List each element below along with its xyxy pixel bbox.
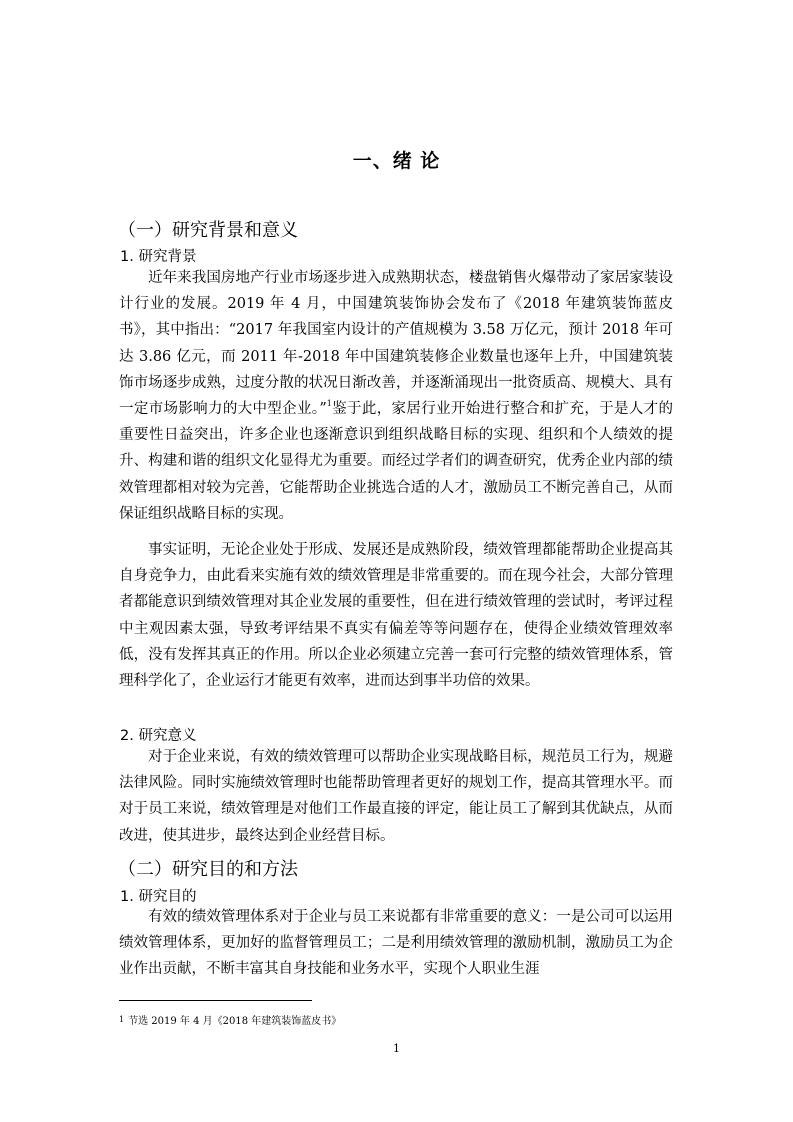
paragraph-background-2: 事实证明，无论企业处于形成、发展还是成熟阶段，绩效管理都能帮助企业提高其自身竞争力，由此看来实施有效的绩效管理是非常重要的。而在现今社会，大部分管理者都能意识到绩效管理对其企业发展的重要性，但在进行绩效管理的尝试时，考评过程中主观因素太强，导致考评结果不真实有偏差等等问题存在，使得企业绩效管理效率低，没有发挥其真正的作用。所以企业必须建立完善一套可行完整的绩效管理体系，管理科学化了，企业运行才能更有效率，进而达到事半功倍的效果。 bbox=[119, 542, 673, 690]
subheading-research-background: 1. 研究背景 bbox=[120, 249, 197, 265]
footnote-divider bbox=[119, 1000, 312, 1001]
footnote bbox=[119, 1012, 341, 1027]
section-heading-purpose-method: （二）研究目的和方法 bbox=[118, 859, 298, 880]
subheading-research-significance: 2. 研究意义 bbox=[120, 728, 197, 744]
section-heading-background: （一）研究背景和意义 bbox=[118, 220, 298, 241]
paragraph-text: 近年来我国房地产行业市场逐步进入成熟期状态，楼盘销售火爆带动了家居家装设计行业的发展。2019 年 4 月，中国建筑装饰协会发布了《2018 年建筑装饰蓝皮书》，其中指出：“2017 年我国室内设计的产值规模为 3.58 万亿元，预计 2018 年可达 3.86 亿元，而 2011 年-2018 年中国建筑装修企业数量也逐年上升，中国建筑装饰市场逐步成熟，过度分散的状况日渐改善，并逐渐涌现出一批资质高、规模大、具有一定市场影响力的大中型企业。” bbox=[119, 270, 673, 418]
paragraph-background-1 bbox=[119, 265, 673, 527]
footnote-text: 节选 2019 年 4 月《2018 年建筑装饰蓝皮书》 bbox=[128, 1016, 342, 1027]
footnote-reference: 1 bbox=[326, 399, 332, 409]
page-number: 1 bbox=[393, 1042, 400, 1055]
subheading-research-purpose: 1. 研究目的 bbox=[120, 889, 197, 905]
chapter-title: 一、绪 论 bbox=[352, 150, 441, 172]
paragraph-text: 鉴于此，家居行业开始进行整合和扩充，于是人才的重要性日益突出，许多企业也逐渐意识到组织战略目标的实现、组织和个人绩效的提升、构建和谐的组织文化显得尤为重要。而经过学者们的调查研究，优秀企业内部的绩效管理都相对较为完善，它能帮助企业挑选合适的人才，激励员工不断完善自己，从而保证组织战略目标的实现。 bbox=[119, 401, 673, 522]
paragraph-purpose: 有效的绩效管理体系对于企业与员工来说都有非常重要的意义：一是公司可以运用绩效管理体系，更加好的监督管理员工；二是利用绩效管理的激励机制，激励员工为企业作出贡献，不断丰富其自身技能和业务水平，实现个人职业生涯 bbox=[119, 909, 673, 978]
paragraph-significance: 对于企业来说，有效的绩效管理可以帮助企业实现战略目标，规范员工行为，规避法律风险。同时实施绩效管理时也能帮助管理者更好的规划工作，提高其管理水平。而对于员工来说，绩效管理是对他们工作最直接的评定，能让员工了解到其优缺点，从而改进，使其进步，最终达到企业经营目标。 bbox=[119, 749, 673, 844]
footnote-number: 1 bbox=[119, 1015, 125, 1024]
